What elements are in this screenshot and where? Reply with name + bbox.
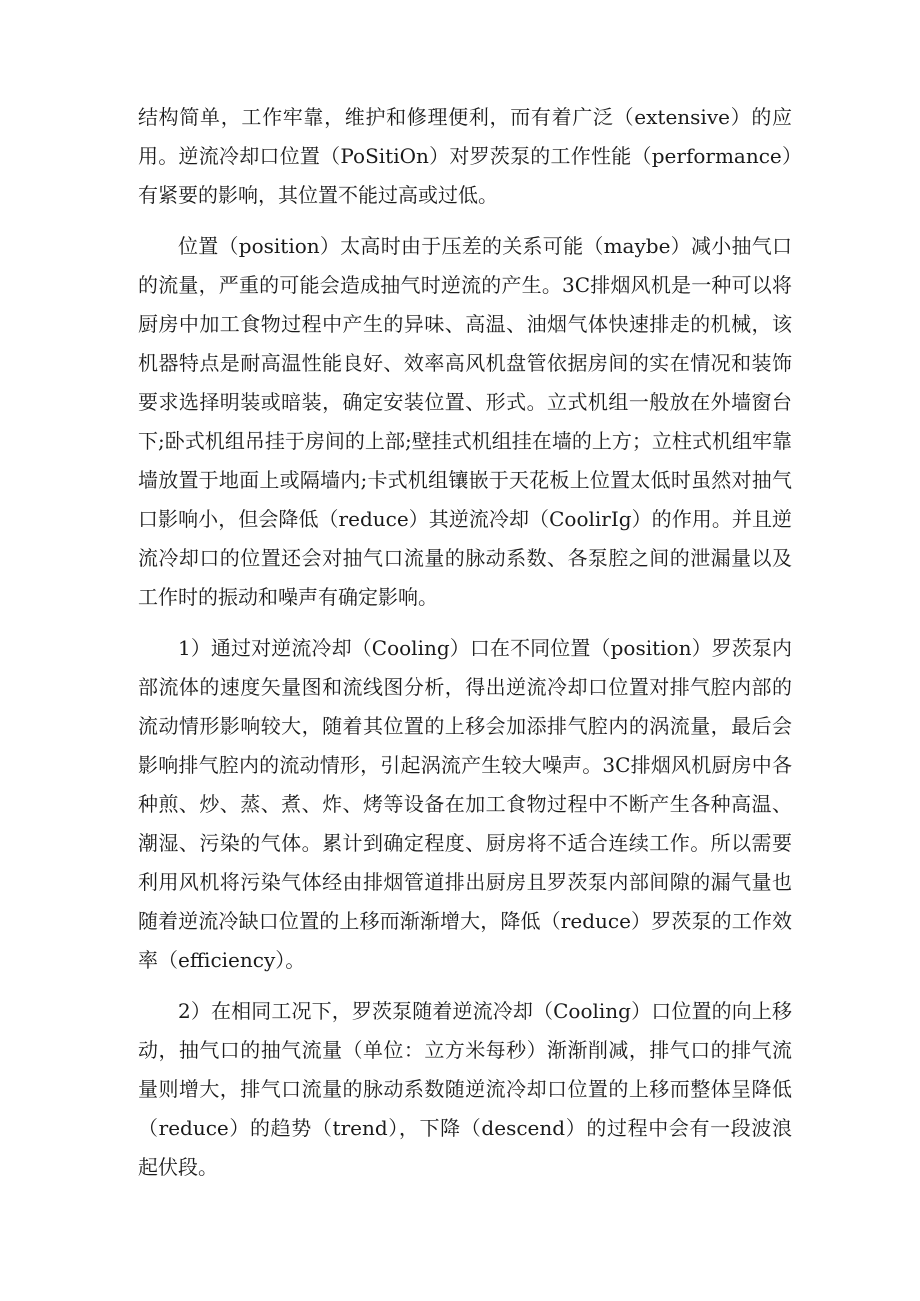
paragraph-4: 2）在相同工况下，罗茨泵随着逆流冷却（Cooling）口位置的向上移动，抽气口的抽气流量（单位：立方米每秒）渐渐削减，排气口的排气流量则增大，排气口流量的脉动系数随逆流冷却口位置的上移而整体呈降低（reduce）的趋势（trend），下降（descend）的过程中会有一段波浪起伏段。 — [138, 999, 792, 1179]
paragraph-2: 位置（position）太高时由于压差的关系可能（maybe）减小抽气口的流量，严重的可能会造成抽气时逆流的产生。3C排烟风机是一种可以将厨房中加工食物过程中产生的异味、高温、油烟气体快速排走的机械，该机器特点是耐高温性能良好、效率高风机盘管依据房间的实在情况和装饰要求选择明装或暗装，确定安装位置、形式。立式机组一般放在外墙窗台下;卧式机组吊挂于房间的上部;壁挂式机组挂在墙的上方；立柱式机组牢靠墙放置于地面上或隔墙内;卡式机组镶嵌于天花板上位置太低时虽然对抽气口影响小，但会降低（reduce）其逆流冷却（CoolirIg）的作用。并且逆流冷却口的位置还会对抽气口流量的脉动系数、各泵腔之间的泄漏量以及工作时的振动和噪声有确定影响。 — [138, 234, 792, 609]
document-body — [138, 98, 792, 1199]
paragraph-3: 1）通过对逆流冷却（Cooling）口在不同位置（position）罗茨泵内部流体的速度矢量图和流线图分析，得出逆流冷却口位置对排气腔内部的流动情形影响较大，随着其位置的上移会加添排气腔内的涡流量，最后会影响排气腔内的流动情形，引起涡流产生较大噪声。3C排烟风机厨房中各种煎、炒、蒸、煮、炸、烤等设备在加工食物过程中不断产生各种高温、潮湿、污染的气体。累计到确定程度、厨房将不适合连续工作。所以需要利用风机将污染气体经由排烟管道排出厨房且罗茨泵内部间隙的漏气量也随着逆流冷缺口位置的上移而渐渐增大，降低（reduce）罗茨泵的工作效率（efficiency）。 — [138, 636, 792, 972]
paragraph-1: 结构简单，工作牢靠，维护和修理便利，而有着广泛（extensive）的应用。逆流冷却口位置（PoSitiOn）对罗茨泵的工作性能（performance）有紧要的影响，其位置不能过高或过低。 — [138, 105, 792, 207]
